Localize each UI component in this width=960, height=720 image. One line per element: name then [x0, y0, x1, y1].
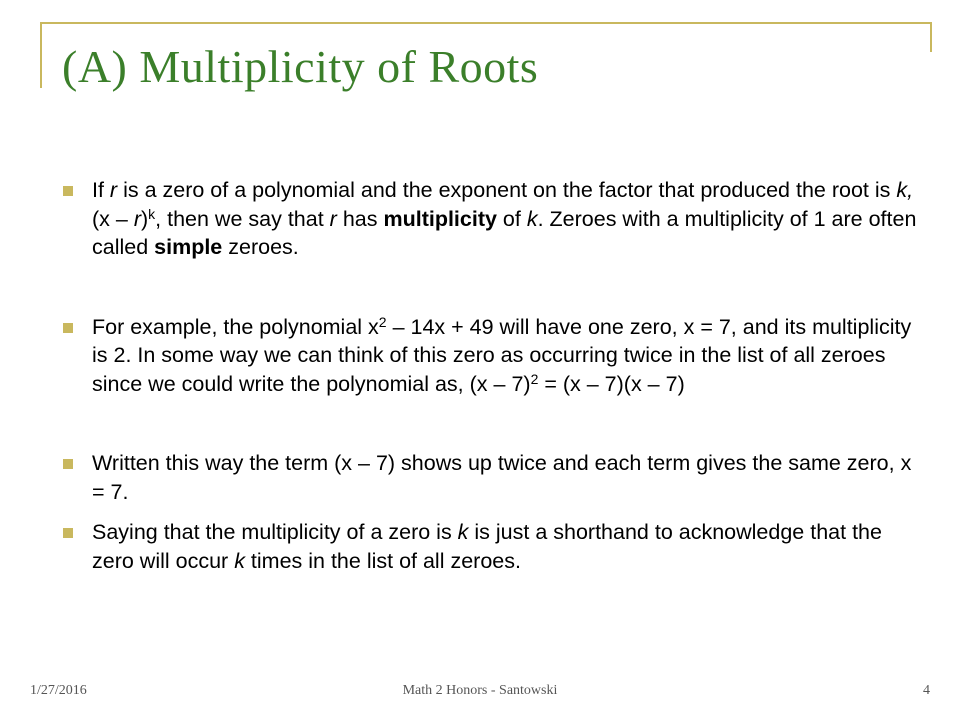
- square-bullet-icon: [63, 186, 73, 196]
- square-bullet-icon: [63, 528, 73, 538]
- title-frame-right-line: [930, 22, 932, 52]
- footer-date: 1/27/2016: [30, 683, 87, 698]
- bullet-item: Written this way the term (x – 7) shows up twice and each term gives the same zero, x = 7.: [60, 449, 920, 506]
- footer-course: Math 2 Honors - Santowski: [402, 683, 558, 698]
- slide-title: (A) Multiplicity of Roots: [62, 41, 539, 92]
- bullet-item: If r is a zero of a polynomial and the exponent on the factor that produced the root is k, (x – r)$^k$, then we say that r has multiplicity of k. Zeroes with a multiplicity of 1 are often called simple zeroes.: [60, 176, 920, 262]
- footer-page-number: 4: [923, 683, 930, 698]
- bullet-list: [60, 176, 920, 575]
- square-bullet-icon: [63, 323, 73, 333]
- bullet-item: Saying that the multiplicity of a zero is k is just a shorthand to acknowledge that the zero will occur k times in the list of all zeroes.: [60, 518, 920, 575]
- square-bullet-icon: [63, 459, 73, 469]
- title-frame-left-line: [40, 22, 42, 88]
- title-frame-top-line: [40, 22, 930, 24]
- bullet-item: For example, the polynomial $x^2 - 14x + 49$ will have one zero, x = 7, and its multiplicity is 2. In some way we can think of this zero as occurring twice in the list of all zeroes since we could write the polynomial as, (x – 7)$^2$ = (x – 7)(x – 7): [60, 313, 920, 399]
